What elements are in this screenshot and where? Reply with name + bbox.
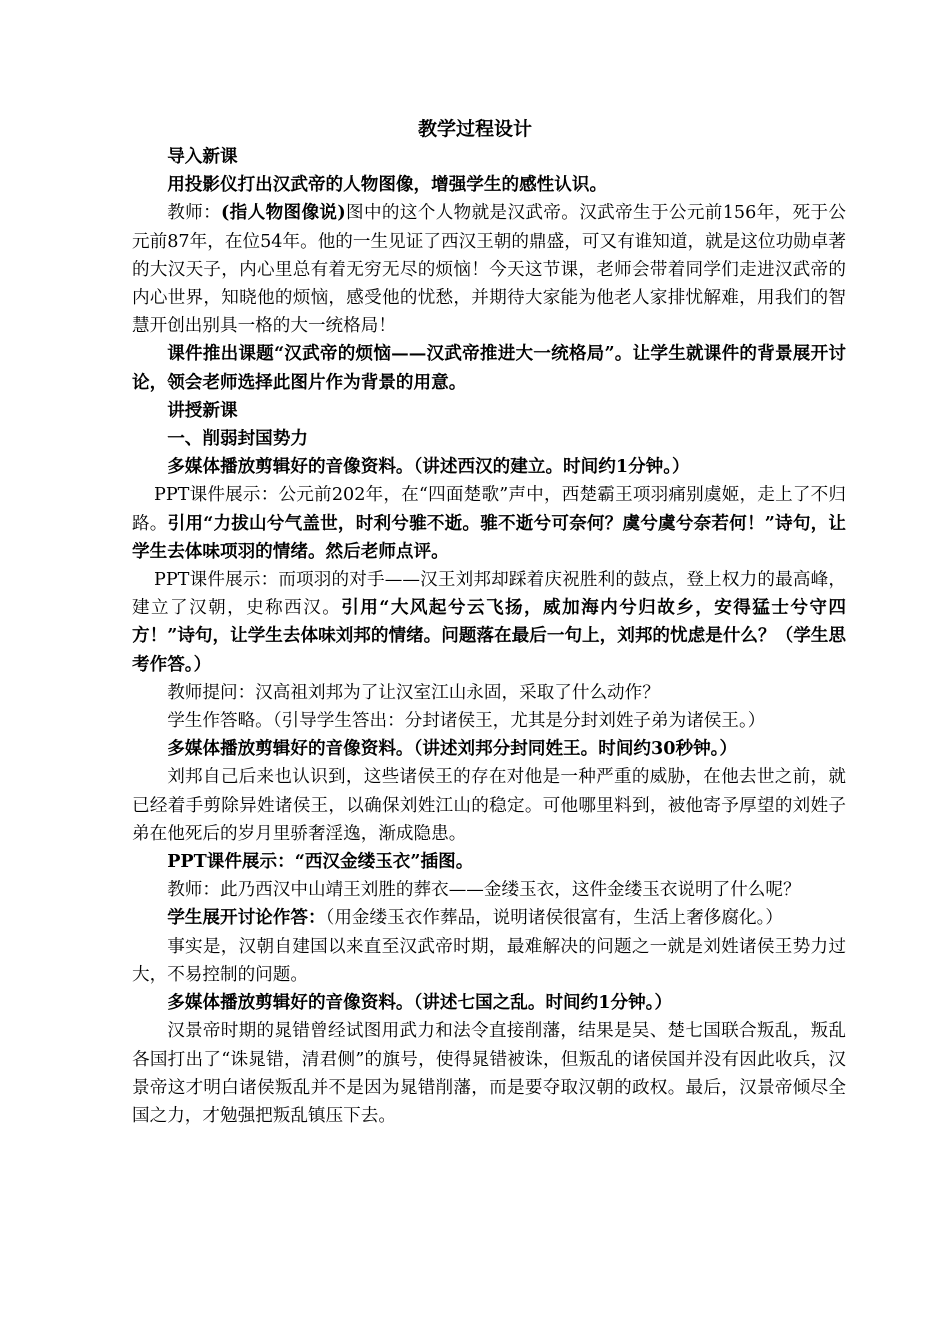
paragraph-media-1: 多媒体播放剪辑好的音像资料。（讲述西汉的建立。时间约1分钟。） (167, 456, 690, 478)
paragraph-liubang-threat: 刘邦自己后来也认识到，这些诸侯王的存在对他是一种严重的威胁，在他去世之前，就已经着手剪除异姓诸侯王，以确保刘姓江山的稳定。可他哪里料到，被他寄予厚望的刘姓子弟在他死后的岁月里骄奢淫逸，渐成隐患。 (132, 767, 846, 844)
paragraph-ppt-jade-suit: PPT课件展示：“西汉金缕玉衣”插图。 (167, 851, 474, 873)
paragraph-teacher-intro: 教师：(指人物图像说)图中的这个人物就是汉武帝。汉武帝生于公元前156年，死于公元前87年，在位54年。他的一生见证了西汉王朝的鼎盛，可又有谁知道，就是这位功勋卓著的大汉天子，内心里总有着无穷无尽的烦恼！今天这节课，老师会带着同学们走进汉武帝的内心世界，知晓他的烦恼，感受他的忧愁，并期待大家能为他老人家排忧解难，用我们的智慧开创出别具一格的大一统格局！ (132, 202, 846, 337)
paragraph-projector: 用投影仪打出汉武帝的人物图像，增强学生的感性认识。 (167, 174, 608, 196)
paragraph-ppt-xiangyu: PPT课件展示：公元前202年，在“四面楚歌”声中，西楚霸王项羽痛别虞姬，走上了不归路。引用“力拔山兮气盖世，时利兮骓不逝。骓不逝兮可奈何？虞兮虞兮奈若何！”诗句，让学生去体味项羽的情绪。然后老师点评。 (132, 485, 846, 562)
page-title: 教学过程设计 (417, 118, 532, 140)
paragraph-student-answer: 学生作答略。（引导学生答出：分封诸侯王，尤其是分封刘姓子弟为诸侯王。） (167, 711, 766, 732)
paragraph-student-discussion: 学生展开讨论作答：（用金缕玉衣作葬品，说明诸侯很富有，生活上奢侈腐化。） (167, 907, 783, 929)
paragraph-media-3: 多媒体播放剪辑好的音像资料。（讲述七国之乱。时间约1分钟。） (167, 992, 673, 1014)
document-body (132, 143, 846, 1130)
paragraph-jingdi: 汉景帝时期的晁错曾经试图用武力和法令直接削藩，结果是吴、楚七国联合叛乱，叛乱各国打出了“诛晁错，清君侧”的旗号，使得晁错被诛，但叛乱的诸侯国并没有因此收兵，汉景帝这才明白诸侯叛乱并不是因为晁错削藩，而是要夺取汉朝的政权。最后，汉景帝倾尽全国之力，才勉强把叛乱镇压下去。 (132, 1021, 846, 1126)
section-heading-intro: 导入新课 (167, 146, 238, 167)
paragraph-teacher-question: 教师提问：汉高祖刘邦为了让汉室江山永固，采取了什么动作？ (167, 682, 660, 703)
section-heading-one: 一、削弱封国势力 (167, 428, 308, 450)
paragraph-fact: 事实是，汉朝自建国以来直至汉武帝时期，最难解决的问题之一就是刘姓诸侯王势力过大，不易控制的问题。 (132, 936, 846, 985)
section-heading-new-lesson: 讲授新课 (167, 399, 238, 421)
paragraph-media-2: 多媒体播放剪辑好的音像资料。（讲述刘邦分封同姓王。时间约30秒钟。） (167, 738, 738, 760)
paragraph-courseware-title: 课件推出课题“汉武帝的烦恼——汉武帝推进大一统格局”。让学生就课件的背景展开讨论，领会老师选择此图片作为背景的用意。 (132, 343, 846, 393)
paragraph-ppt-liubang: PPT课件展示：而项羽的对手——汉王刘邦却踩着庆祝胜利的鼓点，登上权力的最高峰，建立了汉朝，史称西汉。引用“大风起兮云飞扬，威加海内兮归故乡，安得猛士兮守四方！”诗句，让学生去体味刘邦的情绪。问题落在最后一句上，刘邦的忧虑是什么？（学生思考作答。） (132, 570, 846, 675)
paragraph-teacher-jade-suit: 教师：此乃西汉中山靖王刘胜的葬衣——金缕玉衣，这件金缕玉衣说明了什么呢？ (167, 880, 801, 901)
